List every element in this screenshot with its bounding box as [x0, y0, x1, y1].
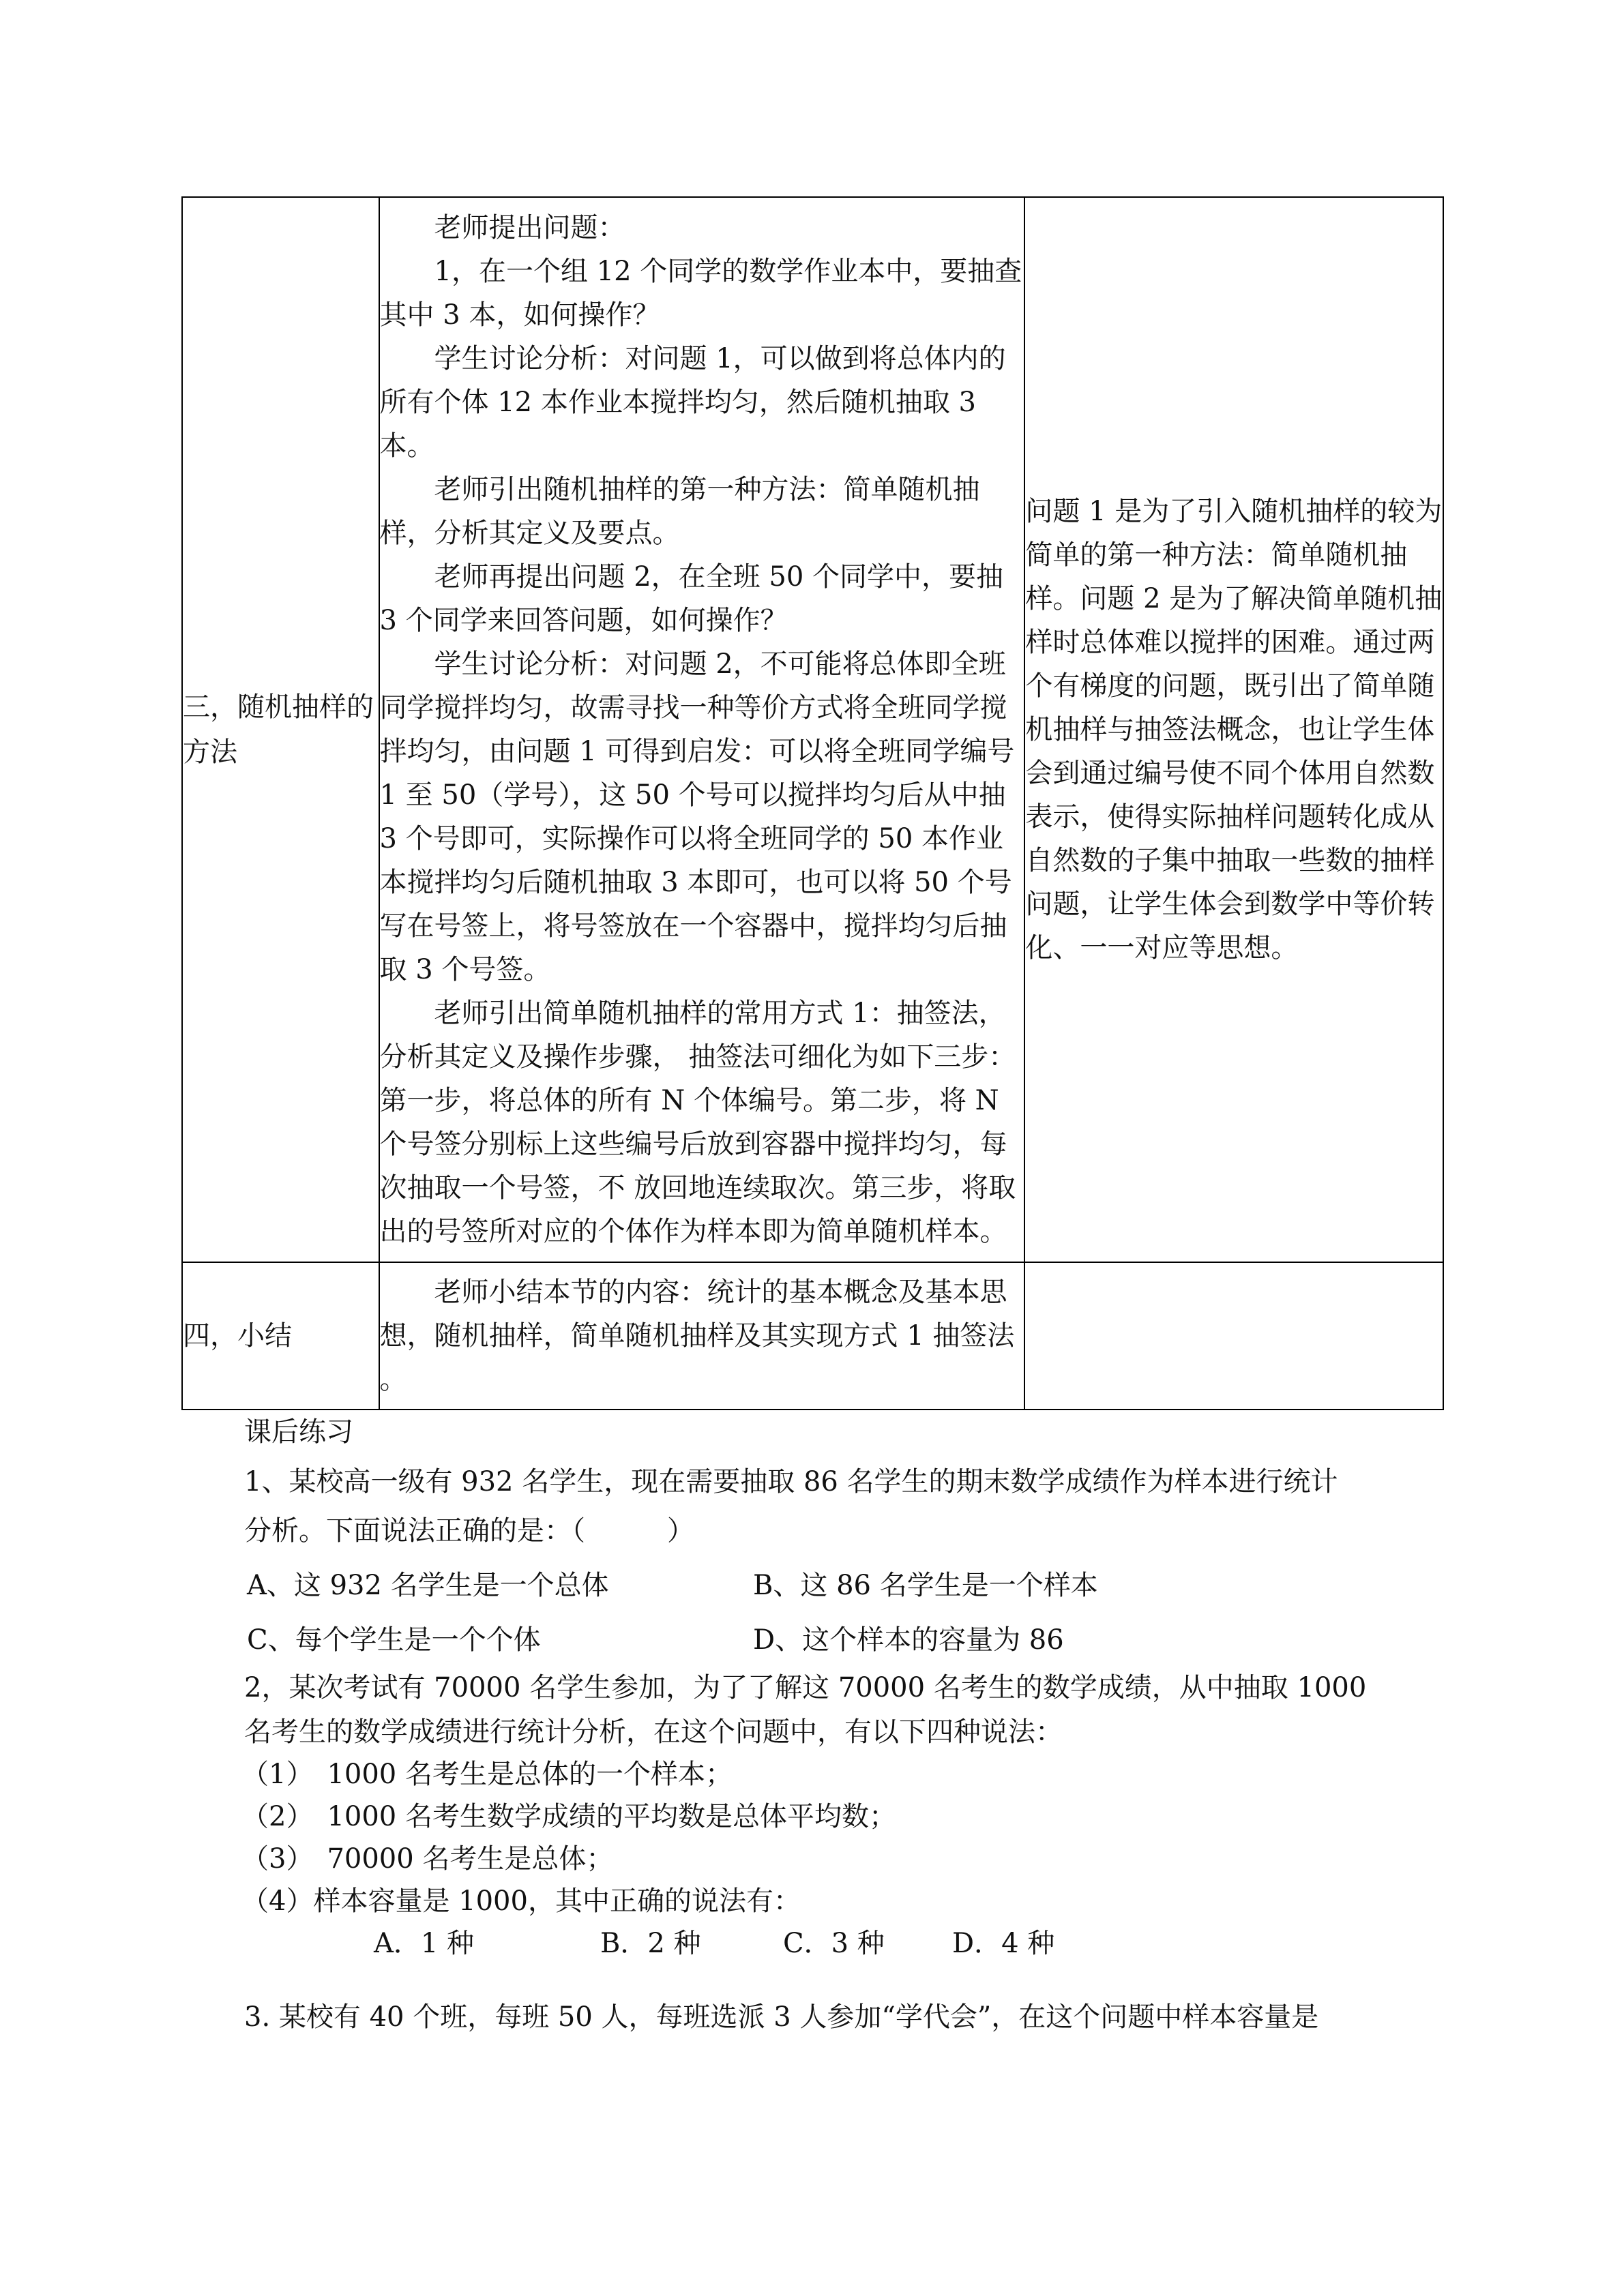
paragraph: 老师小结本节的内容：统计的基本概念及基本思想，随机抽样，简单随机抽样及其实现方式 1 抽签法 。 [379, 1277, 1015, 1395]
question-2-option-a: A．1 种 [374, 1928, 475, 1959]
question-1-option-c: C、每个学生是一个个体 [247, 1624, 541, 1656]
question-2-option-b: B．2 种 [600, 1928, 701, 1959]
paragraph: 1，在一个组 12 个同学的数学作业本中，要抽查其中 3 本，如何操作？ [379, 256, 1022, 331]
table-row [182, 197, 1443, 1262]
content-cell [379, 1262, 1025, 1410]
content-cell [379, 197, 1025, 1262]
question-1-option-d: D、这个样本的容量为 86 [753, 1624, 1064, 1656]
question-2-line-1: 2，某次考试有 70000 名学生参加，为了了解这 70000 名考生的数学成绩，从中抽取 1000 [244, 1672, 1367, 1703]
paragraph: 学生讨论分析：对问题 1，可以做到将总体内的所有个体 12 本作业本搅拌均匀，然后随机抽取 3 本。 [379, 343, 1006, 462]
question-1-option-a: A、这 932 名学生是一个总体 [247, 1570, 609, 1601]
question-1-line-2: 分析。下面说法正确的是：（ ） [244, 1515, 694, 1547]
paragraph: 学生讨论分析：对问题 2，不可能将总体即全班同学搅拌均匀，故需寻找一种等价方式将全班同学搅拌均匀，由问题 1 可得到启发：可以将全班同学编号 1 至 50（学号），这 50 个号可以搅拌均匀后从中抽 3 个号即可，实际操作可以将全班同学的 50 本作业本搅拌均匀后随机抽取 3 本即可，也可以将 50 个号写在号签上，将号签放在一个容器中，搅拌均匀后抽取 3 个号签。 [379, 648, 1015, 985]
question-2-line-2: 名考生的数学成绩进行统计分析，在这个问题中，有以下四种说法： [244, 1716, 1063, 1748]
paragraph: 老师引出随机抽样的第一种方法：简单随机抽样，分析其定义及要点。 [379, 474, 980, 549]
question-2-option-c: C．3 种 [783, 1928, 885, 1959]
question-2-option-d: D．4 种 [952, 1928, 1055, 1959]
question-2-statement-3: （3） 70000 名考生是总体； [241, 1843, 614, 1875]
paragraph: 老师提出问题： [434, 212, 625, 243]
question-3-line-1: 3. 某校有 40 个班，每班 50 人，每班选派 3 人参加“学代会”，在这个问题中样本容量是 [244, 2001, 1319, 2033]
question-1-option-b: B、这 86 名学生是一个样本 [753, 1570, 1098, 1601]
question-1-line-1: 1、某校高一级有 932 名学生，现在需要抽取 86 名学生的期末数学成绩作为样本进行统计 [244, 1466, 1338, 1497]
section-label: 四，小结 [182, 1262, 379, 1410]
question-2-statement-4: （4）样本容量是 1000，其中正确的说法有： [241, 1885, 801, 1917]
question-2-statement-2: （2） 1000 名考生数学成绩的平均数是总体平均数； [241, 1801, 896, 1832]
section-label: 三，随机抽样的方法 [182, 197, 379, 1262]
table-row [182, 1262, 1443, 1410]
paragraph: 老师再提出问题 2，在全班 50 个同学中，要抽 3 个同学来回答问题，如何操作？ [379, 561, 1004, 636]
design-note-cell [1024, 1262, 1443, 1410]
exercises-title: 课后练习 [244, 1416, 353, 1448]
paragraph: 老师引出简单随机抽样的常用方式 1：抽签法，分析其定义及操作步骤， 抽签法可细化为如下三步：第一步，将总体的所有 N 个体编号。第二步，将 N 个号签分别标上这些编号后放到容器中搅拌均匀，每次抽取一个号签，不 放回地连续取次。第三步，将取出的号签所对应的个体作为样本即为简单随机样本。 [379, 998, 1016, 1247]
design-note-cell: 问题 1 是为了引入随机抽样的较为简单的第一种方法：简单随机抽样。问题 2 是为了解决简单随机抽样时总体难以搅拌的困难。通过两个有梯度的问题，既引出了简单随机抽样与抽签法概念，也让学生体会到通过编号使不同个体用自然数表示，使得实际抽样问题转化成从自然数的子集中抽取一些数的抽样问题，让学生体会到数学中等价转化、一一对应等思想。 [1024, 197, 1443, 1262]
lesson-plan-table [181, 196, 1444, 1410]
question-2-statement-1: （1） 1000 名考生是总体的一个样本； [241, 1759, 733, 1790]
